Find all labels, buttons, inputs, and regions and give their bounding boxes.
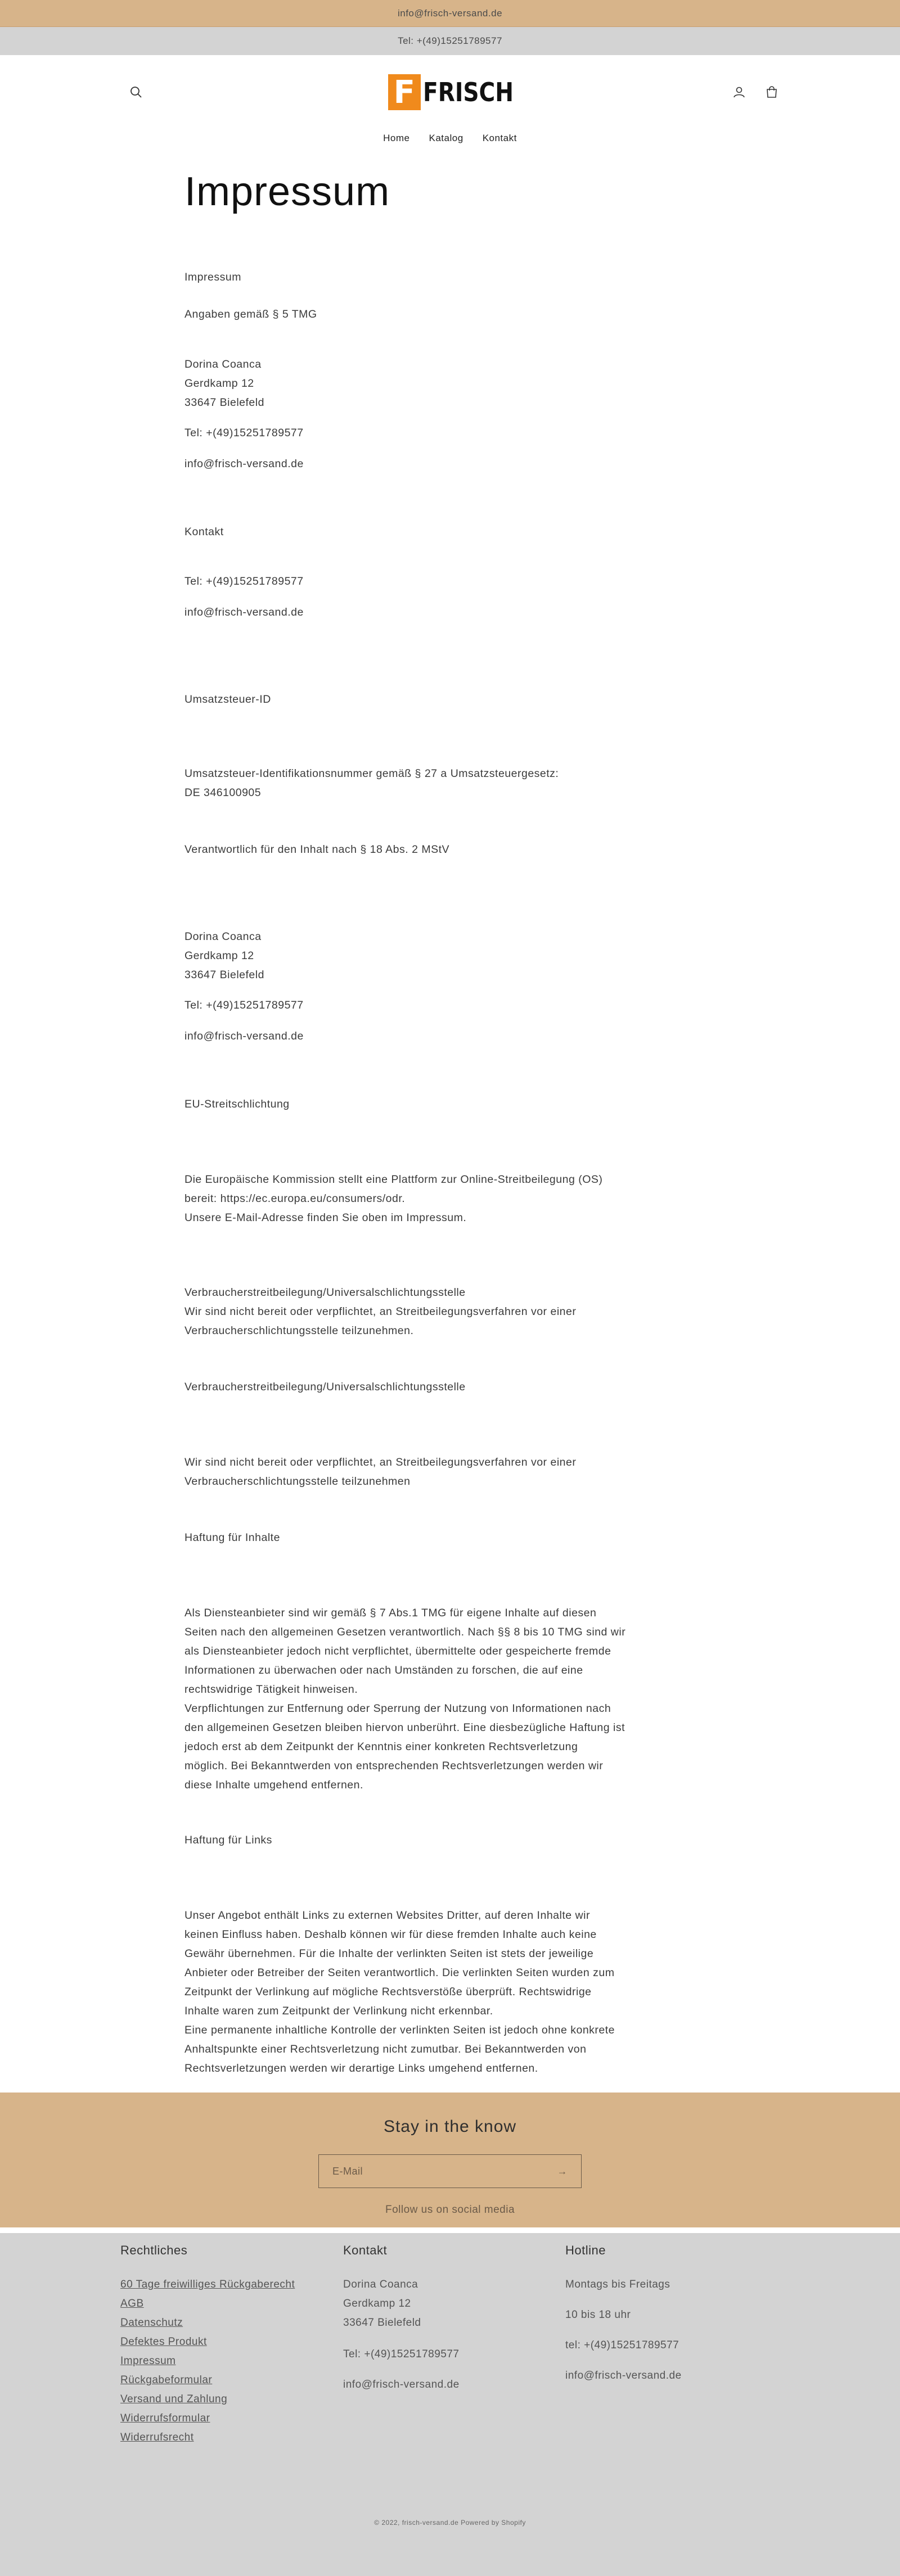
content-line: Dorina Coanca — [184, 930, 262, 943]
content-line: Kontakt — [184, 526, 224, 538]
content-line: DE 346100905 — [184, 787, 262, 799]
content-line: keinen Einfluss haben. Deshalb können wir für diese fremden Inhalte auch keine — [184, 1928, 597, 1941]
footer-link[interactable]: Widerrufsformular — [120, 2412, 210, 2424]
content-line: Verantwortlich für den Inhalt nach § 18 Abs. 2 MStV — [184, 843, 450, 856]
footer-hotline-line: info@frisch-versand.de — [565, 2370, 682, 2381]
main-nav — [0, 133, 900, 144]
footer-link[interactable]: Widerrufsrecht — [120, 2432, 194, 2443]
newsletter-title: Stay in the know — [383, 2117, 517, 2136]
content-line: diese Inhalte umgehend entfernen. — [184, 1779, 363, 1791]
footer-link[interactable]: Rückgabeformular — [120, 2374, 213, 2386]
announcement-phone: Tel: +(49)15251789577 — [398, 35, 502, 46]
footer-contact-line: 33647 Bielefeld — [343, 2317, 421, 2329]
user-icon[interactable] — [731, 84, 747, 100]
content-line: Umsatzsteuer-ID — [184, 693, 271, 706]
footer-contact-line: info@frisch-versand.de — [343, 2379, 460, 2390]
logo-text: FRISCH — [423, 77, 514, 107]
content-line: Verbraucherstreitbeilegung/Universalschlichtungsstelle — [184, 1286, 466, 1299]
footer-link[interactable]: AGB — [120, 2298, 144, 2310]
content-line: Inhalte waren zum Zeitpunkt der Verlinkung nicht erkennbar. — [184, 2005, 493, 2017]
footer-contact-line: Tel: +(49)15251789577 — [343, 2348, 460, 2360]
social-caption: Follow us on social media — [385, 2204, 515, 2216]
content-line: rechtswidrige Tätigkeit hinweisen. — [184, 1683, 358, 1696]
content-line: info@frisch-versand.de — [184, 458, 304, 470]
content-line: Verbraucherschlichtungsstelle teilzunehmen — [184, 1475, 411, 1488]
footer-hotline-line: tel: +(49)15251789577 — [565, 2339, 680, 2351]
footer-contact-line: Dorina Coanca — [343, 2279, 418, 2290]
content-line: Verbraucherstreitbeilegung/Universalschlichtungsstelle — [184, 1381, 466, 1393]
footer-link[interactable]: Versand und Zahlung — [120, 2393, 228, 2405]
content-line: Anbieter oder Betreiber der Seiten verantwortlich. Die verlinkten Seiten wurden zum — [184, 1967, 615, 1979]
content-line: Gerdkamp 12 — [184, 377, 254, 390]
content-line: Als Diensteanbieter sind wir gemäß § 7 Abs.1 TMG für eigene Inhalte auf diesen — [184, 1607, 597, 1619]
content-line: 33647 Bielefeld — [184, 969, 264, 981]
page-title: Impressum — [184, 169, 390, 214]
content-line: jedoch erst ab dem Zeitpunkt der Kenntnis einer konkreten Rechtsverletzung — [184, 1741, 578, 1753]
footer-hotline-line: Montags bis Freitags — [565, 2279, 670, 2290]
content-line: Unsere E-Mail-Adresse finden Sie oben im Impressum. — [184, 1212, 467, 1224]
content-line: Zeitpunkt der Verlinkung auf mögliche Rechtsverstöße überprüft. Rechtswidrige — [184, 1986, 592, 1998]
nav-home[interactable]: Home — [383, 133, 410, 143]
content-line: info@frisch-versand.de — [184, 606, 304, 618]
content-line: Haftung für Links — [184, 1834, 272, 1846]
logo-mark: F — [388, 74, 421, 110]
content-line: Wir sind nicht bereit oder verpflichtet, an Streitbeilegungsverfahren vor einer — [184, 1305, 577, 1318]
logo[interactable] — [388, 74, 529, 110]
content-line: Eine permanente inhaltliche Kontrolle der verlinkten Seiten ist jedoch ohne konkrete — [184, 2024, 615, 2036]
content-line: Impressum — [184, 271, 241, 283]
announcement-bar-email — [0, 0, 900, 27]
newsletter-email-input[interactable] — [318, 2154, 582, 2188]
content-line: EU-Streitschlichtung — [184, 1098, 290, 1110]
footer-heading-rechtliches: Rechtliches — [120, 2243, 188, 2257]
content-line: den allgemeinen Gesetzen bleiben hiervon unberührt. Eine diesbezügliche Haftung ist — [184, 1721, 625, 1734]
footer-links — [120, 2275, 295, 2447]
footer-heading-hotline: Hotline — [565, 2243, 606, 2257]
content-line: Tel: +(49)15251789577 — [184, 427, 304, 439]
content-line: Umsatzsteuer-Identifikationsnummer gemäß § 27 a Umsatzsteuergesetz: — [184, 767, 559, 780]
newsletter-placeholder: E-Mail — [332, 2165, 363, 2177]
content-line: Informationen zu überwachen oder nach Umständen zu forschen, die auf eine — [184, 1664, 583, 1676]
content-line: möglich. Bei Bekanntwerden von entsprechenden Rechtsverletzungen werden wir — [184, 1760, 604, 1772]
content-line: Die Europäische Kommission stellt eine Plattform zur Online-Streitbeilegung (OS) — [184, 1173, 603, 1186]
content-line: Rechtsverletzungen werden wir derartige Links umgehend entfernen. — [184, 2062, 538, 2075]
content-line: Tel: +(49)15251789577 — [184, 575, 304, 587]
content-line: Dorina Coanca — [184, 358, 262, 370]
search-icon[interactable] — [128, 84, 144, 100]
content-line: Tel: +(49)15251789577 — [184, 999, 304, 1011]
announcement-email: info@frisch-versand.de — [397, 7, 503, 19]
nav-kontakt[interactable]: Kontakt — [482, 133, 517, 143]
content-line: info@frisch-versand.de — [184, 1030, 304, 1042]
footer-link[interactable]: 60 Tage freiwilliges Rückgaberecht — [120, 2279, 295, 2290]
content-line: als Diensteanbieter jedoch nicht verpflichtet, übermittelte oder gespeicherte fremde — [184, 1645, 611, 1657]
content-line: Angaben gemäß § 5 TMG — [184, 308, 317, 320]
content-line: Verpflichtungen zur Entfernung oder Sperrung der Nutzung von Informationen nach — [184, 1702, 611, 1715]
footer-link[interactable]: Defektes Produkt — [120, 2336, 207, 2348]
announcement-bar-phone — [0, 27, 900, 55]
footer-link[interactable]: Datenschutz — [120, 2317, 183, 2329]
content-line: Gewähr übernehmen. Für die Inhalte der verlinkten Seiten ist stets der jeweilige — [184, 1947, 594, 1960]
nav-katalog[interactable]: Katalog — [429, 133, 464, 143]
content-line: Seiten nach den allgemeinen Gesetzen verantwortlich. Nach §§ 8 bis 10 TMG sind wir — [184, 1626, 626, 1638]
content-line: Verbraucherschlichtungsstelle teilzunehmen. — [184, 1325, 414, 1337]
footer-heading-kontakt: Kontakt — [343, 2243, 388, 2257]
content-line: Wir sind nicht bereit oder verpflichtet, an Streitbeilegungsverfahren vor einer — [184, 1456, 577, 1468]
footer-contact-line: Gerdkamp 12 — [343, 2298, 411, 2310]
copyright: © 2022, frisch-versand.de Powered by Shopify — [374, 2519, 526, 2527]
content-line: Haftung für Inhalte — [184, 1531, 280, 1544]
cart-icon[interactable] — [764, 84, 780, 100]
footer-link[interactable]: Impressum — [120, 2355, 176, 2367]
footer-hotline-line: 10 bis 18 uhr — [565, 2309, 631, 2321]
content-line: Gerdkamp 12 — [184, 950, 254, 962]
content-line: 33647 Bielefeld — [184, 396, 264, 409]
arrow-right-icon[interactable]: → — [557, 2165, 568, 2177]
content-line: Anhaltspunkte einer Rechtsverletzung nicht zumutbar. Bei Bekanntwerden von — [184, 2043, 587, 2055]
content-line: Unser Angebot enthält Links zu externen Websites Dritter, auf deren Inhalte wir — [184, 1909, 590, 1922]
content-line: bereit: https://ec.europa.eu/consumers/odr. — [184, 1192, 406, 1205]
